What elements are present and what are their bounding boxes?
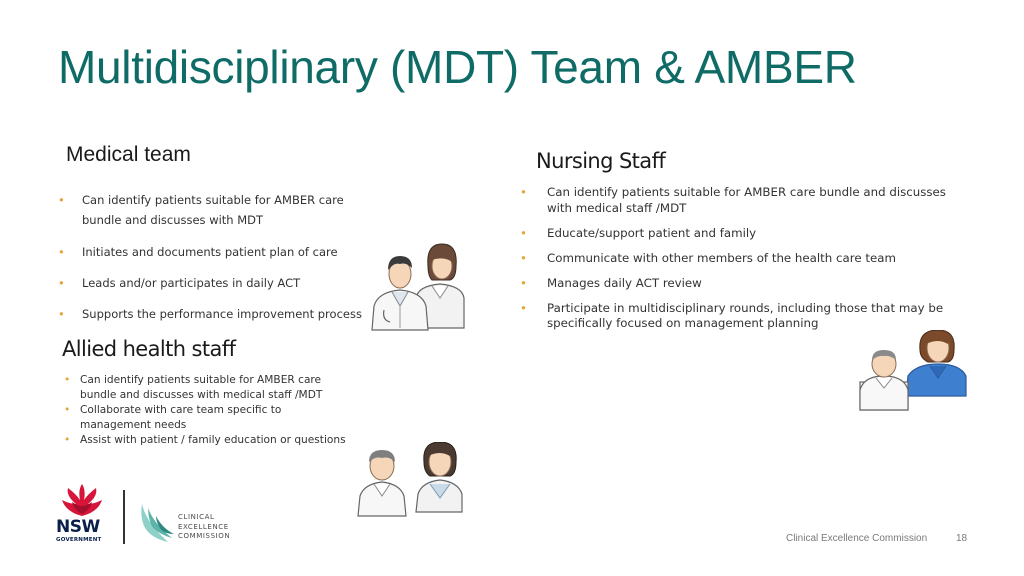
nsw-logo-wordmark: NSW (56, 517, 100, 537)
nursing-staff-list (520, 185, 960, 341)
slide-title: Multidisciplinary (MDT) Team & AMBER (58, 41, 857, 93)
list-item: • Collaborate with care team specific to management needs (62, 403, 352, 433)
medical-team-list (58, 190, 368, 324)
cec-logo (138, 502, 176, 544)
list-item: • Can identify patients suitable for AMBER care bundle and discusses with medical staff /MDT (62, 373, 352, 403)
page-number: 18 (956, 533, 968, 544)
list-item: • Educate/support patient and family (520, 226, 960, 242)
nursing-staff-heading: Nursing Staff (536, 149, 666, 173)
list-item: • Assist with patient / family education or questions (62, 433, 352, 448)
list-item: • Initiates and documents patient plan of care (58, 242, 368, 273)
allied-health-icon (356, 442, 464, 518)
list-item: • Leads and/or participates in daily ACT (58, 273, 368, 304)
doctors-icon (370, 240, 470, 332)
list-item: • Manages daily ACT review (520, 276, 960, 292)
nsw-waratah-logo (52, 484, 112, 520)
list-item: • Can identify patients suitable for AMBER care bundle and discusses with medical staff /MDT (520, 185, 960, 216)
list-item: • Supports the performance improvement process (58, 304, 368, 324)
footer-org-name: Clinical Excellence Commission (786, 533, 928, 544)
list-item: • Communicate with other members of the health care team (520, 251, 960, 267)
cec-logo-line: EXCELLENCE (178, 522, 229, 531)
cec-logo-line: COMMISSION (178, 532, 231, 540)
medical-team-heading: Medical team (66, 143, 191, 166)
logo-divider (123, 490, 125, 544)
nurses-icon (858, 330, 968, 412)
allied-health-list (62, 373, 352, 448)
list-item: • Participate in multidisciplinary rounds, including those that may be specifically focused on management planning (520, 301, 960, 332)
cec-logo-line: CLINICAL (178, 513, 215, 521)
cec-logo-text (178, 513, 230, 542)
nsw-logo-government: GOVERNMENT (56, 537, 102, 543)
allied-health-heading: Allied health staff (62, 337, 236, 361)
list-item: • Can identify patients suitable for AMBER care bundle and discusses with MDT (58, 190, 368, 242)
